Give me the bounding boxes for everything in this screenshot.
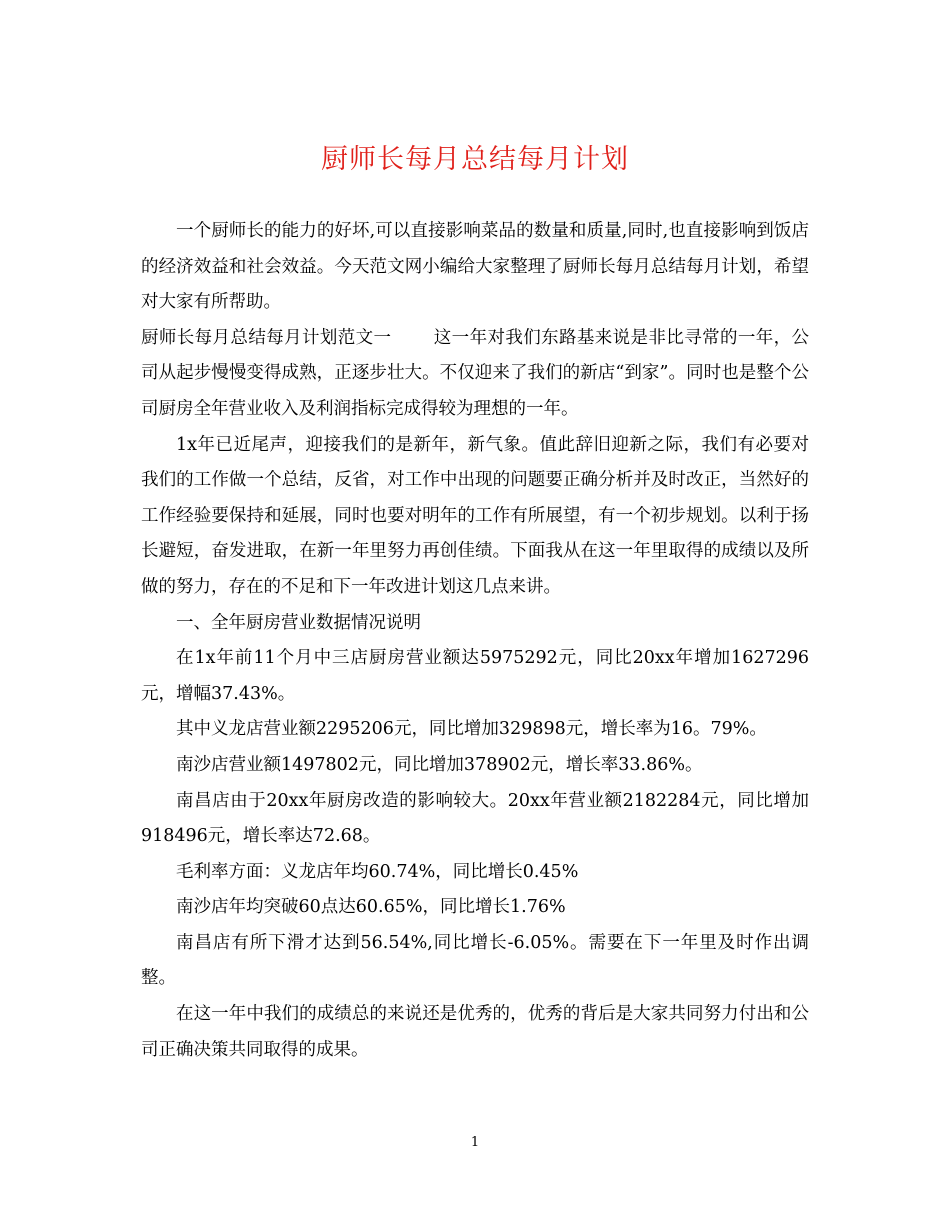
intro-paragraph: 一个厨师长的能力的好坏,可以直接影响菜品的数量和质量,同时,也直接影响到饭店的经济效益和社会效益。今天范文网小编给大家整理了厨师长每月总结每月计划，希望对大家有所帮助。: [141, 221, 809, 313]
revenue-total-paragraph: 在1x年前11个月中三店厨房营业额达5975292元，同比20xx年增加1627296元，增幅37.43%。: [141, 648, 809, 704]
nansha-revenue-paragraph: 南沙店营业额1497802元，同比增加378902元，增长率33.86%。: [176, 754, 703, 775]
document-body: [141, 214, 809, 1068]
section-one-heading: 一、全年厨房营业数据情况说明: [176, 612, 421, 633]
sample-one-paragraph: [141, 321, 809, 428]
sample-one-text: 这一年对我们东路基来说是非比寻常的一年，公司从起步慢慢变得成熟，正逐步壮大。不仅迎来了我们的新店“到家”。同时也是整个公司厨房全年营业收入及利润指标完成得较为理想的一年。: [141, 327, 810, 419]
nanchang-margin-paragraph: 南昌店有所下滑才达到56.54%,同比增长-6.05%。需要在下一年里及时作出调整。: [141, 932, 809, 989]
yilong-revenue-paragraph: 其中义龙店营业额2295206元，同比增加329898元，增长率为16。79%。: [176, 719, 767, 740]
nanchang-revenue-paragraph: 南昌店由于20xx年厨房改造的影响较大。20xx年营业额2182284元，同比增加918496元，增长率达72.68。: [141, 790, 809, 847]
section-heading: 厨师长每月总结每月计划范文一: [141, 327, 392, 348]
nansha-margin-paragraph: 南沙店年均突破60点达60.65%，同比增长1.76%: [176, 897, 566, 918]
page-number: 1: [470, 1135, 480, 1150]
document-title: 厨师长每月总结每月计划: [321, 144, 629, 175]
yilong-margin-paragraph: 毛利率方面：义龙店年均60.74%，同比增长0.45%: [176, 861, 579, 882]
conclusion-paragraph: 在这一年中我们的成绩总的来说还是优秀的，优秀的背后是大家共同努力付出和公司正确决策共同取得的成果。: [141, 1004, 809, 1060]
summary-paragraph: 1x年已近尾声，迎接我们的是新年，新气象。值此辞旧迎新之际，我们有必要对我们的工作做一个总结，反省，对工作中出现的问题要正确分析并及时改正，当然好的工作经验要保持和延展，同时也要对明年的工作有所展望，有一个初步规划。以利于扬长避短，奋发进取，在新一年里努力再创佳绩。下面我从在这一年里取得的成绩以及所做的努力，存在的不足和下一年改进计划这几点来讲。: [141, 434, 809, 597]
